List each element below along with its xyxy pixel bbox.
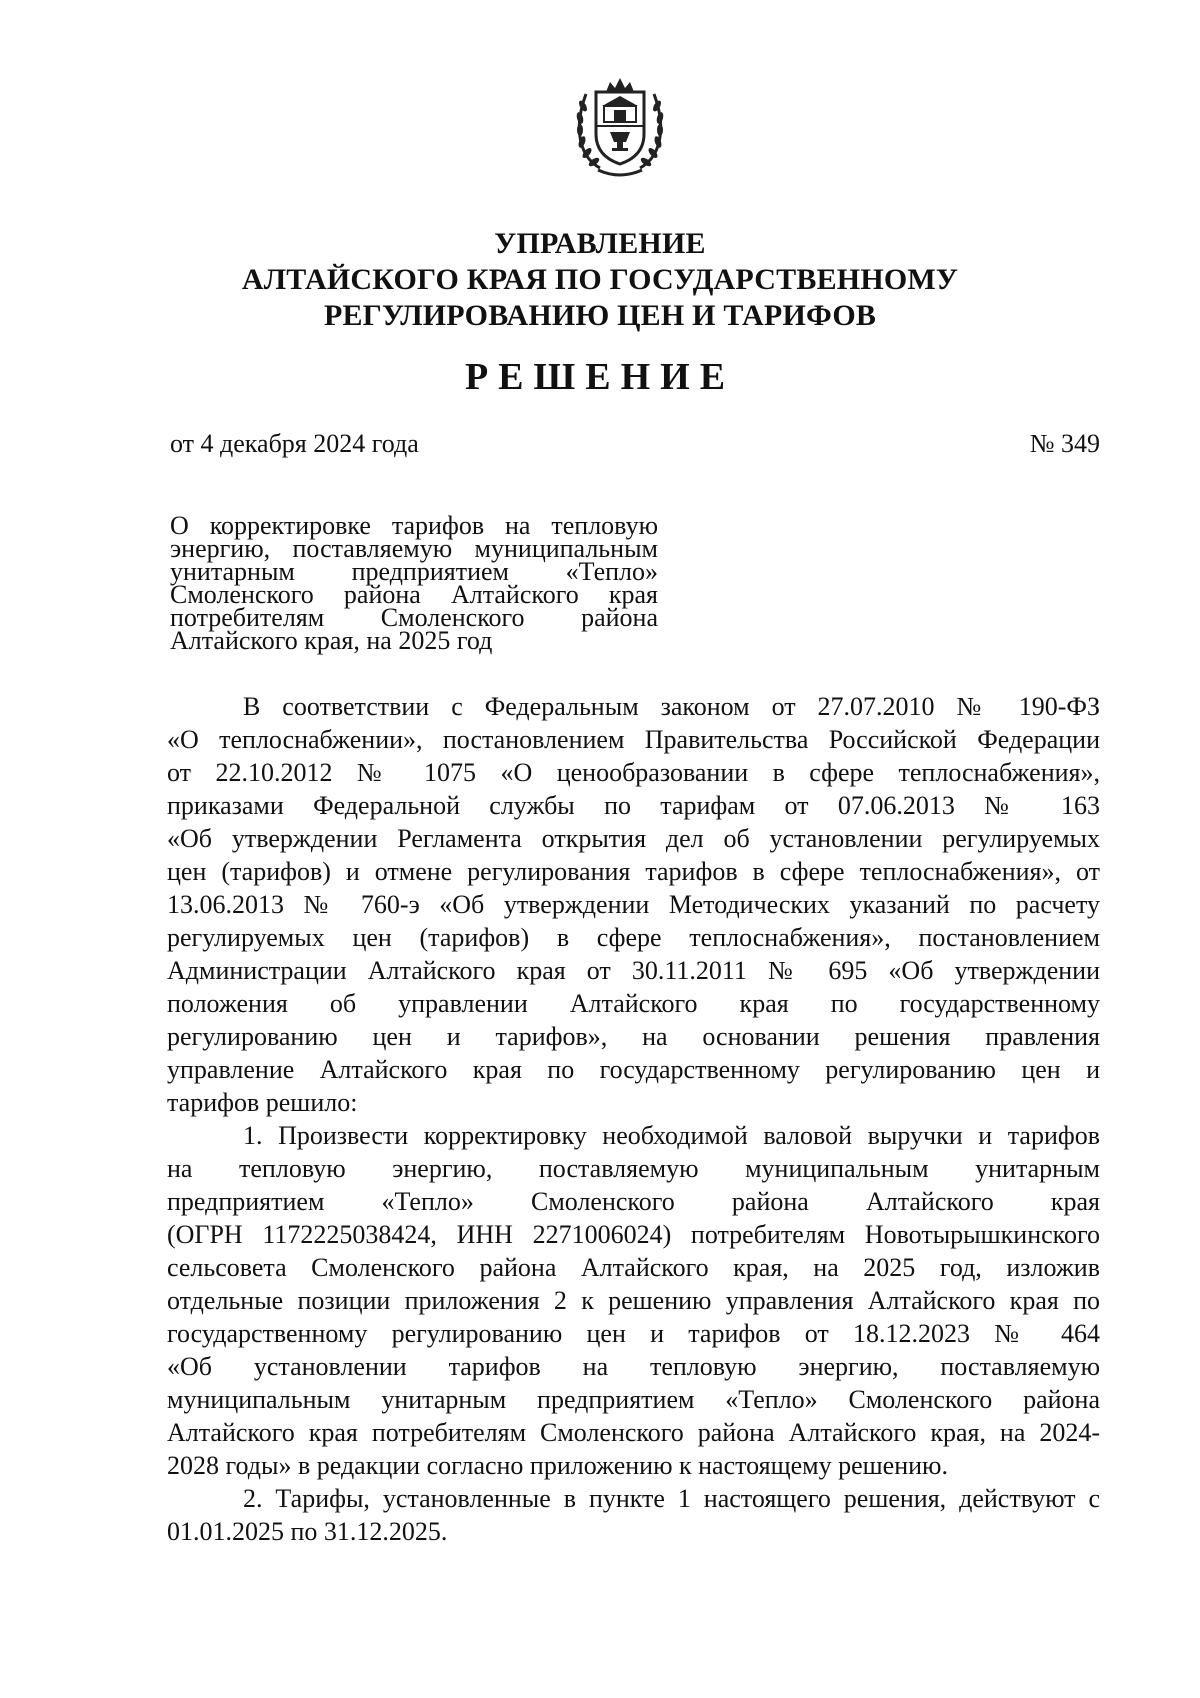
preamble-line: тарифов решило: bbox=[167, 1088, 358, 1117]
item2-line: 01.01.2025 по 31.12.2025. bbox=[167, 1517, 448, 1546]
preamble-line: «О теплоснабжении», постановлением Правительства Российской Федерации bbox=[167, 725, 1100, 754]
item1-line: государственному регулированию цен и тарифов от 18.12.2023 № 464 bbox=[167, 1319, 1100, 1348]
preamble-line: от 22.10.2012 № 1075 «О ценообразовании в сфере теплоснабжения», bbox=[167, 758, 1100, 787]
subject-line: Смоленского района Алтайского края bbox=[170, 580, 658, 609]
header-line: УПРАВЛЕНИЕ bbox=[494, 227, 706, 260]
document-type-title: РЕШЕНИЕ bbox=[464, 356, 736, 398]
document-number: № 349 bbox=[1029, 429, 1100, 458]
issuing-authority-header bbox=[180, 226, 1020, 334]
item2-line: 2. Тарифы, установленные в пункте 1 настоящего решения, действуют с bbox=[243, 1484, 1100, 1513]
item1-line: Алтайского края потребителям Смоленского района Алтайского края, на 2024- bbox=[167, 1418, 1100, 1447]
document-date: от 4 декабря 2024 года bbox=[170, 429, 419, 458]
subject-line: энергию, поставляемую муниципальным bbox=[170, 534, 658, 563]
document-body bbox=[167, 690, 1100, 1548]
preamble-line: регулированию цен и тарифов», на основании решения правления bbox=[167, 1022, 1100, 1051]
preamble-line: Администрации Алтайского края от 30.11.2011 № 695 «Об утверждении bbox=[167, 956, 1100, 985]
item1-line: отдельные позиции приложения 2 к решению управления Алтайского края по bbox=[167, 1286, 1100, 1315]
preamble-line: приказами Федеральной службы по тарифам от 07.06.2013 № 163 bbox=[167, 791, 1100, 820]
preamble-line: «Об утверждении Регламента открытия дел об установлении регулируемых bbox=[167, 824, 1100, 853]
item1-line: муниципальным унитарным предприятием «Тепло» Смоленского района bbox=[167, 1385, 1100, 1414]
header-line: РЕГУЛИРОВАНИЮ ЦЕН И ТАРИФОВ bbox=[323, 299, 877, 332]
item1-line: 1. Произвести корректировку необходимой валовой выручки и тарифов bbox=[243, 1121, 1100, 1150]
preamble-line: регулируемых цен (тарифов) в сфере теплоснабжения», постановлением bbox=[167, 923, 1100, 952]
header-line: АЛТАЙСКОГО КРАЯ ПО ГОСУДАРСТВЕННОМУ bbox=[241, 263, 959, 296]
document-subject bbox=[170, 511, 658, 655]
item1-line: (ОГРН 1172225038424, ИНН 2271006024) потребителям Новотырышкинского bbox=[167, 1220, 1100, 1249]
item1-line: сельсовета Смоленского района Алтайского края, на 2025 год, изложив bbox=[167, 1253, 1100, 1282]
subject-line: О корректировке тарифов на тепловую bbox=[170, 511, 658, 540]
preamble-line: управление Алтайского края по государственному регулированию цен и bbox=[167, 1055, 1100, 1084]
subject-line: унитарным предприятием «Тепло» bbox=[170, 557, 658, 586]
preamble-line: цен (тарифов) и отмене регулирования тарифов в сфере теплоснабжения», от bbox=[167, 857, 1100, 886]
item1-line: «Об установлении тарифов на тепловую энергию, поставляемую bbox=[167, 1352, 1100, 1381]
preamble-line: 13.06.2013 № 760-э «Об утверждении Методических указаний по расчету bbox=[167, 890, 1100, 919]
subject-line: Алтайского края, на 2025 год bbox=[170, 626, 493, 655]
item1-line: предприятием «Тепло» Смоленского района Алтайского края bbox=[167, 1187, 1100, 1216]
subject-line: потребителям Смоленского района bbox=[170, 603, 658, 632]
preamble-line: В соответствии с Федеральным законом от 27.07.2010 № 190-ФЗ bbox=[243, 692, 1100, 721]
preamble-line: положения об управлении Алтайского края по государственному bbox=[167, 989, 1100, 1018]
item1-line: 2028 годы» в редакции согласно приложению к настоящему решению. bbox=[167, 1451, 948, 1480]
item1-line: на тепловую энергию, поставляемую муниципальным унитарным bbox=[167, 1154, 1100, 1183]
altai-krai-coat-of-arms-icon bbox=[570, 72, 670, 180]
